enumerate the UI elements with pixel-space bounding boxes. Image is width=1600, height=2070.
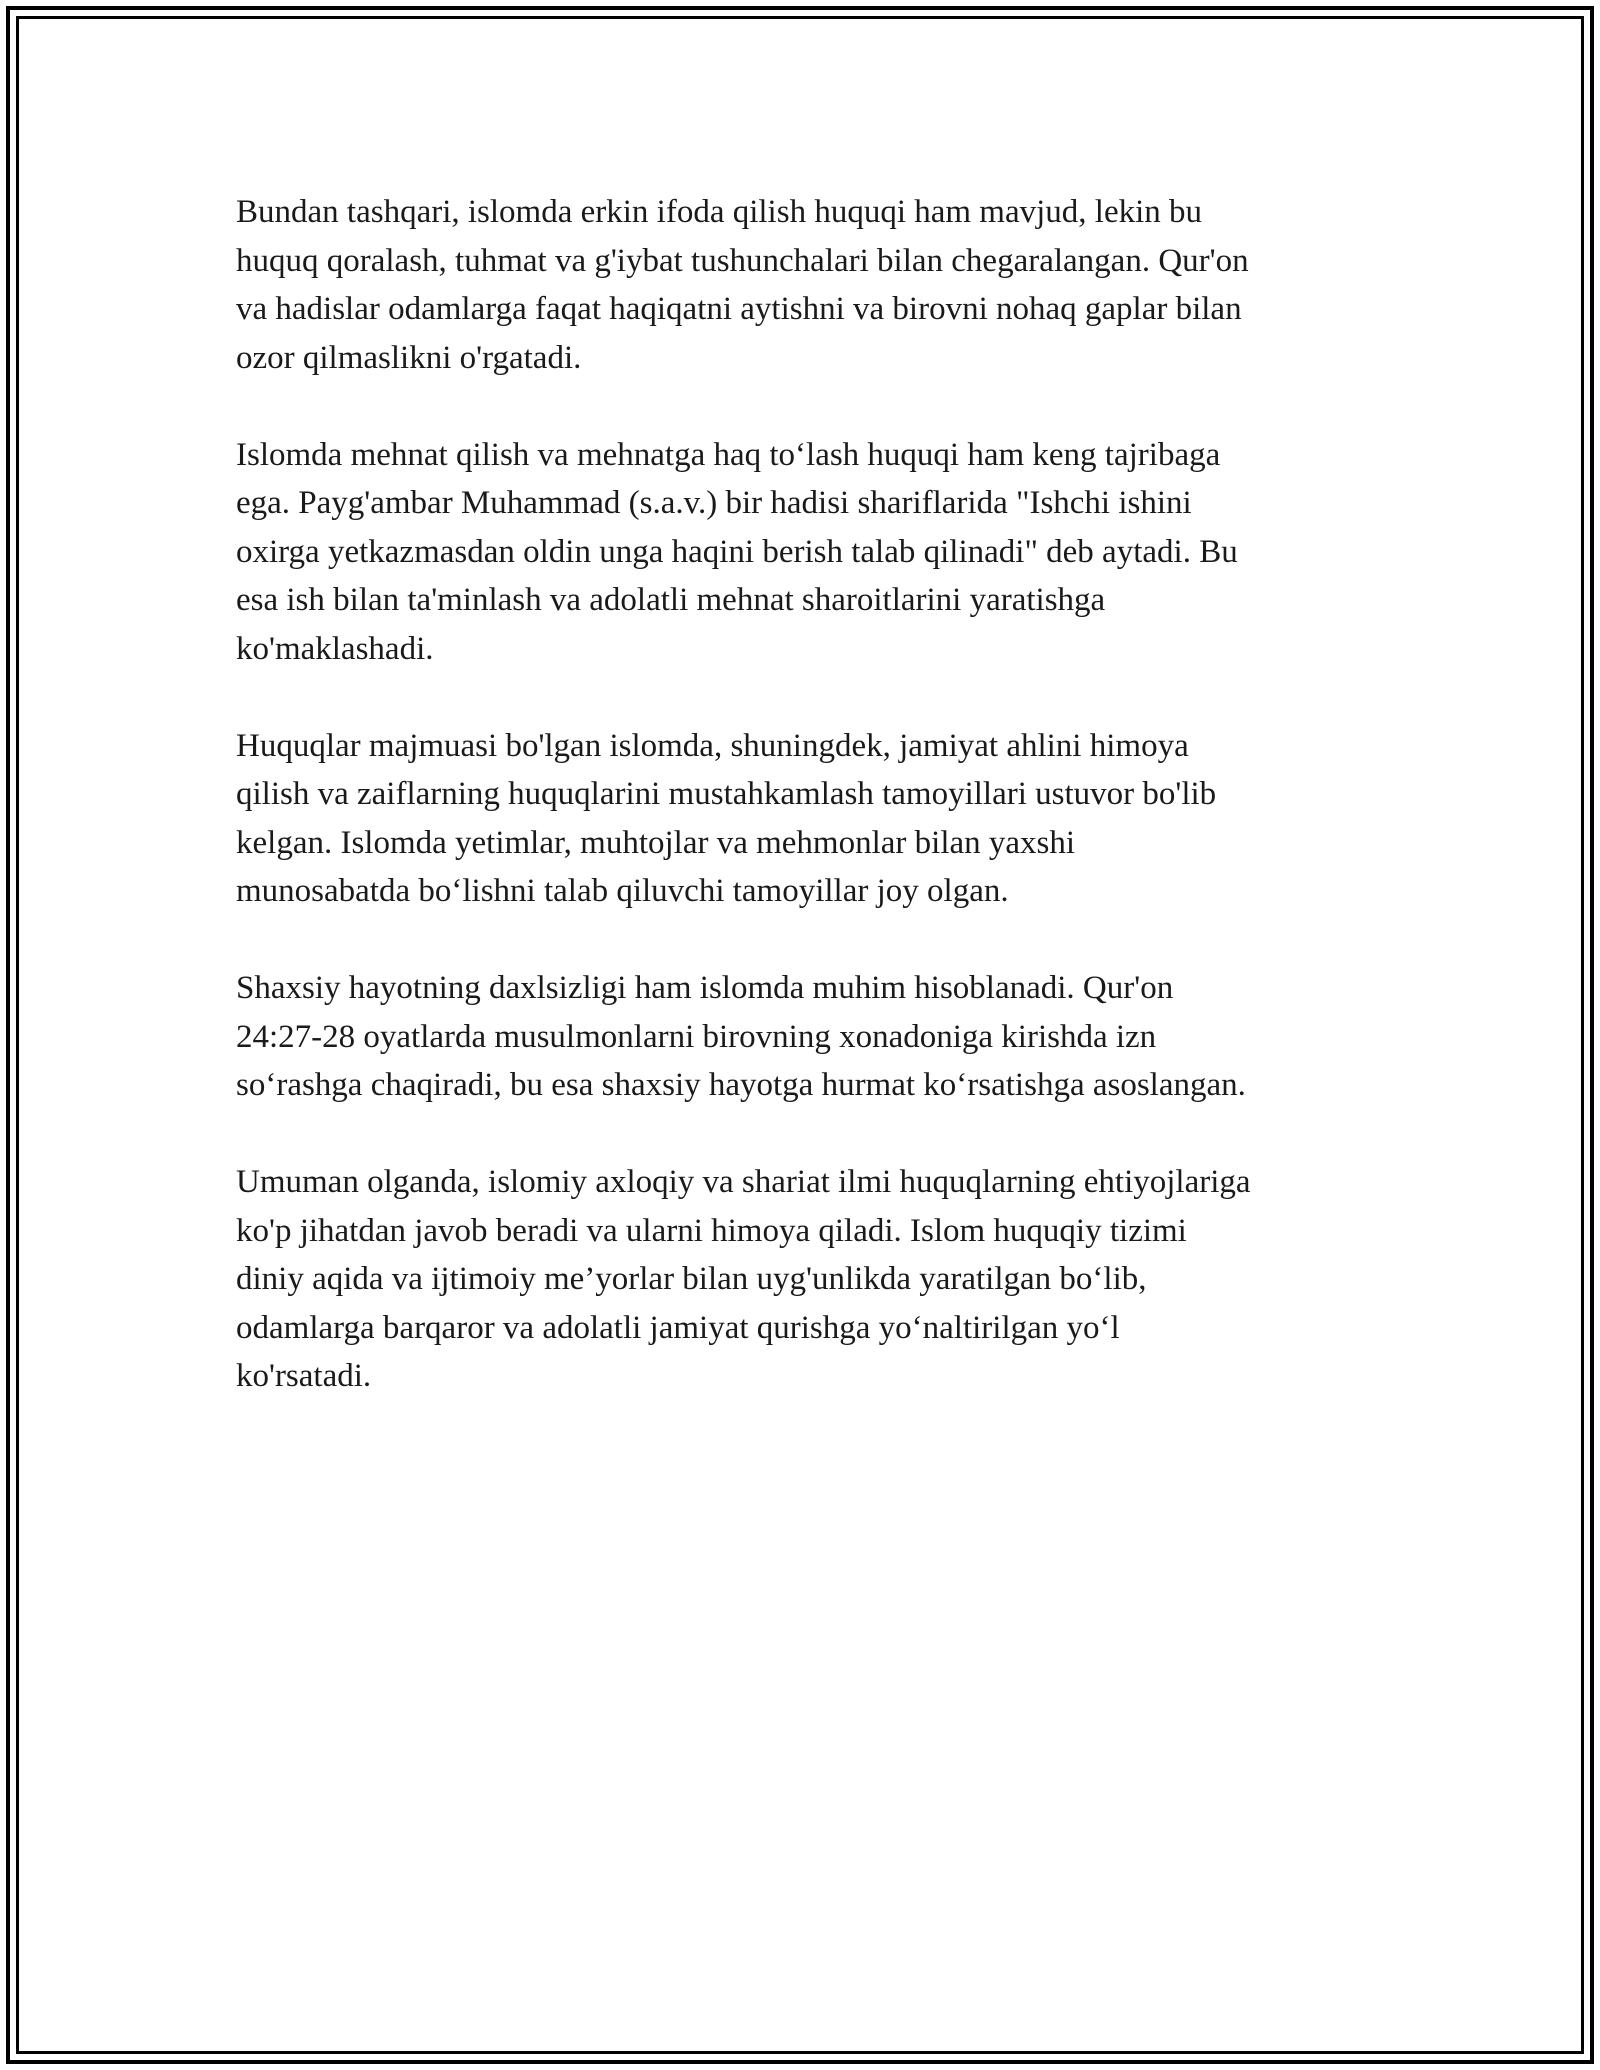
paragraph-privacy: Shaxsiy hayotning daxlsizligi ham islomda muhim hisoblanadi. Qur'on 24:27-28 oyatlarda musulmonlarni birovning xonadoniga kirishda izn so‘rashga chaqiradi, bu esa shaxsiy hayotga hurmat ko‘rsatishga asoslangan. [236,970,1246,1103]
paragraph-expression-rights: Bundan tashqari, islomda erkin ifoda qilish huquqi ham mavjud, lekin bu huquq qoralash, tuhmat va g'iybat tushunchalari bilan chegaralangan. Qur'on va hadislar odamlarga faqat haqiqatni aytishni va birovni nohaq gaplar bilan ozor qilmaslikni o'rgatadi. [236,194,1249,376]
paragraph-conclusion: Umuman olganda, islomiy axloqiy va shariat ilmi huquqlarning ehtiyojlariga ko'p jihatdan javob beradi va ularni himoya qiladi. Islom huquqiy tizimi diniy aqida va ijtimoiy me’yorlar bilan uyg'unlikda yaratilgan bo‘lib, odamlarga barqaror va adolatli jamiyat qurishga yo‘naltirilgan yo‘l ko'rsatadi. [236,1164,1251,1394]
paragraph-social-protection: Huquqlar majmuasi bo'lgan islomda, shuningdek, jamiyat ahlini himoya qilish va zaiflarning huquqlarini mustahkamlash tamoyillari ustuvor bo'lib kelgan. Islomda yetimlar, muhtojlar va mehmonlar bilan yaxshi munosabatda bo‘lishni talab qiluvchi tamoyillar joy olgan. [236,727,1217,909]
document-body [236,188,1376,1449]
paragraph-labor-rights: Islomda mehnat qilish va mehnatga haq to‘lash huquqi ham keng tajribaga ega. Payg'ambar Muhammad (s.a.v.) bir hadisi shariflarida "Ishchi ishini oxirga yetkazmasdan oldin unga haqini berish talab qilinadi" deb aytadi. Bu esa ish bilan ta'minlash va adolatli mehnat sharoitlarini yaratishga ko'maklashadi. [236,436,1238,667]
